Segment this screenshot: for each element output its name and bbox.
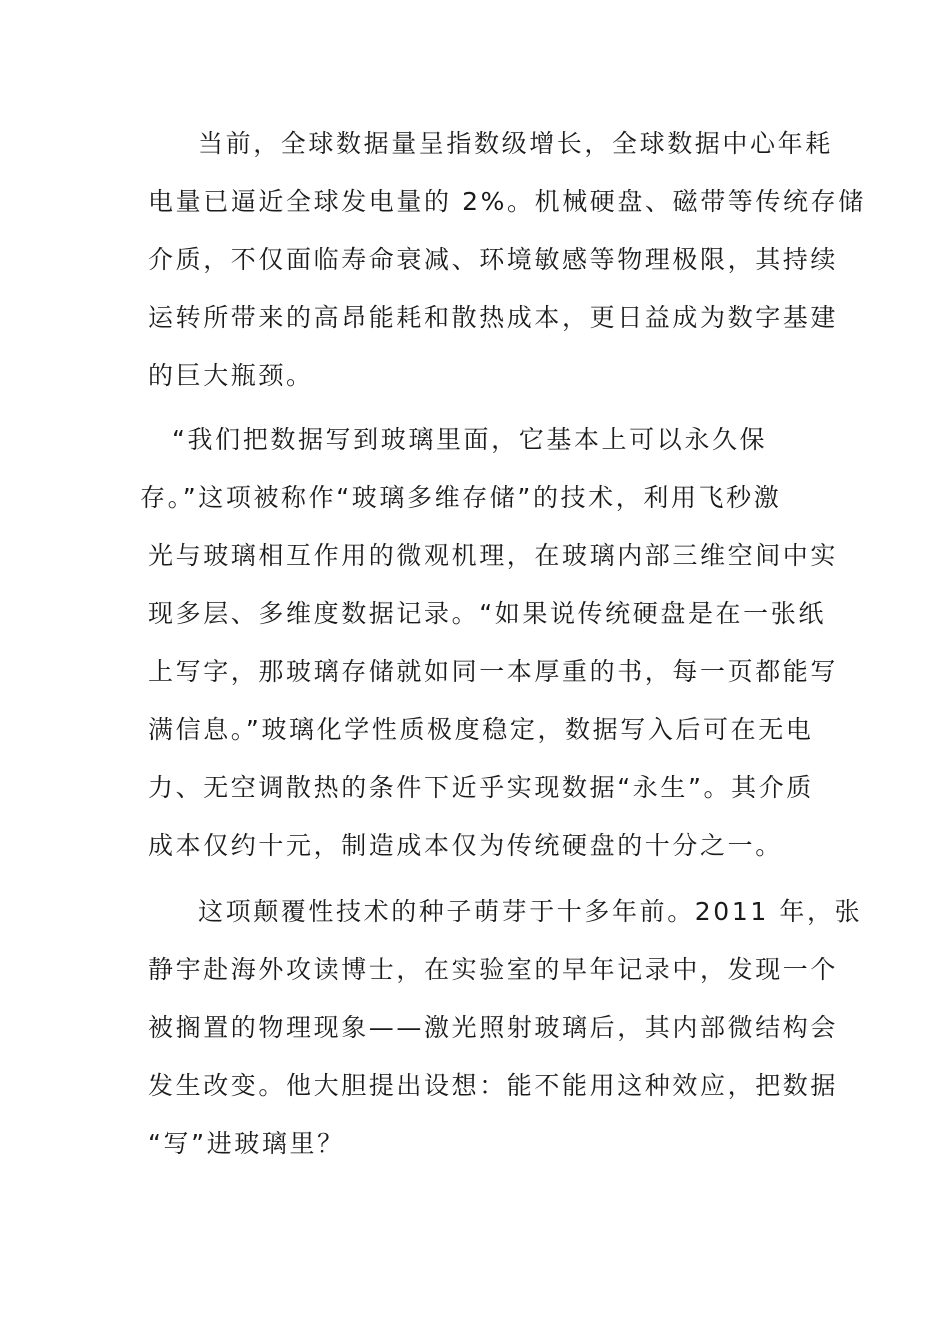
text-line: 满信息。”玻璃化学性质极度稳定，数据写入后可在无电	[148, 715, 814, 744]
text-line: 静宇赴海外攻读博士，在实验室的早年记录中，发现一个	[148, 955, 839, 984]
text-line: 力、无空调散热的条件下近乎实现数据“永生”。其介质	[148, 773, 814, 802]
text-line: 现多层、多维度数据记录。“如果说传统硬盘是在一张纸	[148, 599, 826, 628]
text-line: 的巨大瓶颈。	[148, 361, 314, 390]
text-line: 被搁置的物理现象——激光照射玻璃后，其内部微结构会	[148, 1013, 839, 1042]
text-line: 这项颠覆性技术的种子萌芽于十多年前。2011 年，张	[198, 897, 863, 926]
text-line: 电量已逼近全球发电量的 2%。机械硬盘、磁带等传统存储	[148, 187, 866, 216]
text-line: 介质，不仅面临寿命衰减、环境敏感等物理极限，其持续	[148, 245, 839, 274]
text-line: 运转所带来的高昂能耗和散热成本，更日益成为数字基建	[148, 303, 839, 332]
text-line: 存。”这项被称作“玻璃多维存储”的技术，利用飞秒激	[140, 483, 782, 512]
text-line: “我们把数据写到玻璃里面，它基本上可以永久保	[172, 425, 768, 454]
text-line: 成本仅约十元，制造成本仅为传统硬盘的十分之一。	[148, 831, 783, 860]
text-line: “写”进玻璃里？	[148, 1129, 345, 1158]
text-line: 当前，全球数据量呈指数级增长，全球数据中心年耗	[198, 129, 833, 158]
text-line: 光与玻璃相互作用的微观机理，在玻璃内部三维空间中实	[148, 541, 839, 570]
text-line: 上写字，那玻璃存储就如同一本厚重的书，每一页都能写	[148, 657, 839, 686]
text-line: 发生改变。他大胆提出设想：能不能用这种效应，把数据	[148, 1071, 839, 1100]
